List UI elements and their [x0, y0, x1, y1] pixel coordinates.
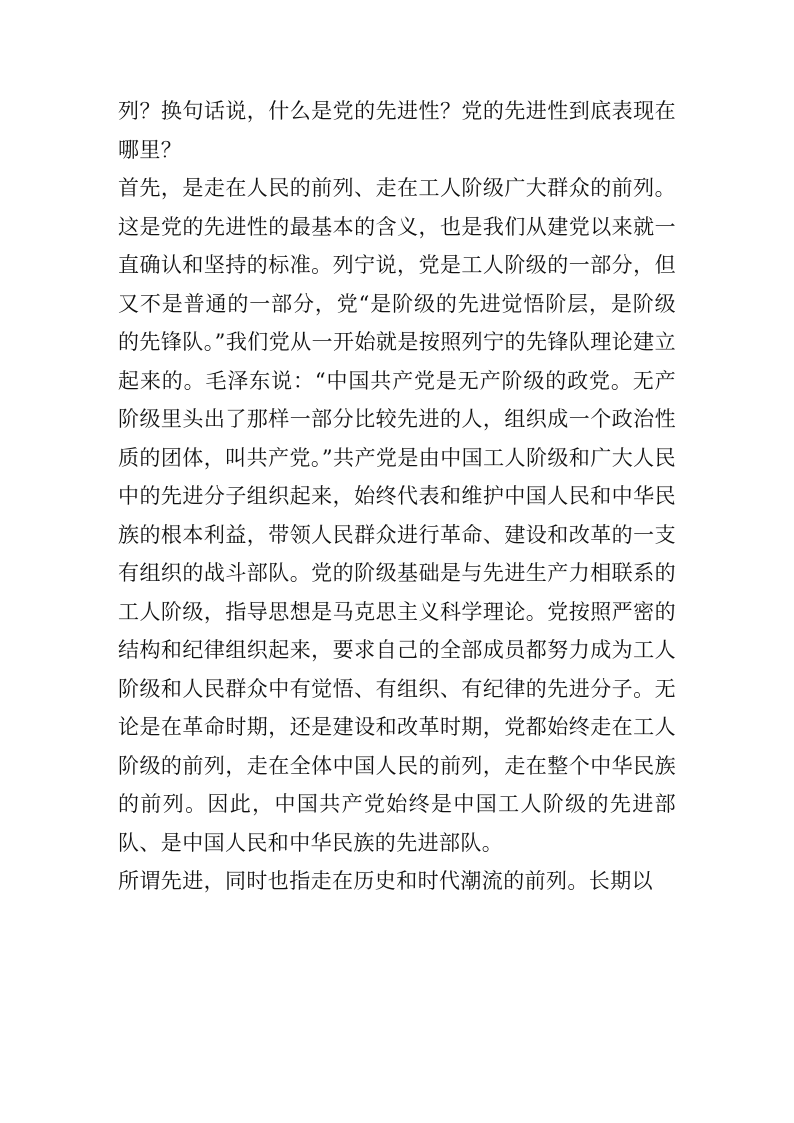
body-text [118, 92, 676, 901]
paragraph-3: 所谓先进，同时也指走在历史和时代潮流的前列。长期以 [118, 869, 653, 893]
paragraph-1: 列？换句话说，什么是党的先进性？党的先进性到底表现在哪里？ [118, 99, 676, 162]
paragraph-2: 首先，是走在人民的前列、走在工人阶级广大群众的前列。这是党的先进性的最基本的含义，也是我们从建党以来就一直确认和坚持的标准。列宁说，党是工人阶级的一部分，但又不是普通的一部分，党“是阶级的先进觉悟阶层，是阶级的先锋队。”我们党从一开始就是按照列宁的先锋队理论建立起来的。毛泽东说：“中国共产党是无产阶级的政党。无产阶级里头出了那样一部分比较先进的人，组织成一个政治性质的团体，叫共产党。”共产党是由中国工人阶级和广大人民中的先进分子组织起来，始终代表和维护中国人民和中华民族的根本利益，带领人民群众进行革命、建设和改革的一支有组织的战斗部队。党的阶级基础是与先进生产力相联系的工人阶级，指导思想是马克思主义科学理论。党按照严密的结构和纪律组织起来，要求自己的全部成员都努力成为工人阶级和人民群众中有觉悟、有组织、有纪律的先进分子。无论是在革命时期，还是建设和改革时期，党都始终走在工人阶级的前列，走在全体中国人民的前列，走在整个中华民族的前列。因此，中国共产党始终是中国工人阶级的先进部队、是中国人民和中华民族的先进部队。 [118, 176, 676, 855]
